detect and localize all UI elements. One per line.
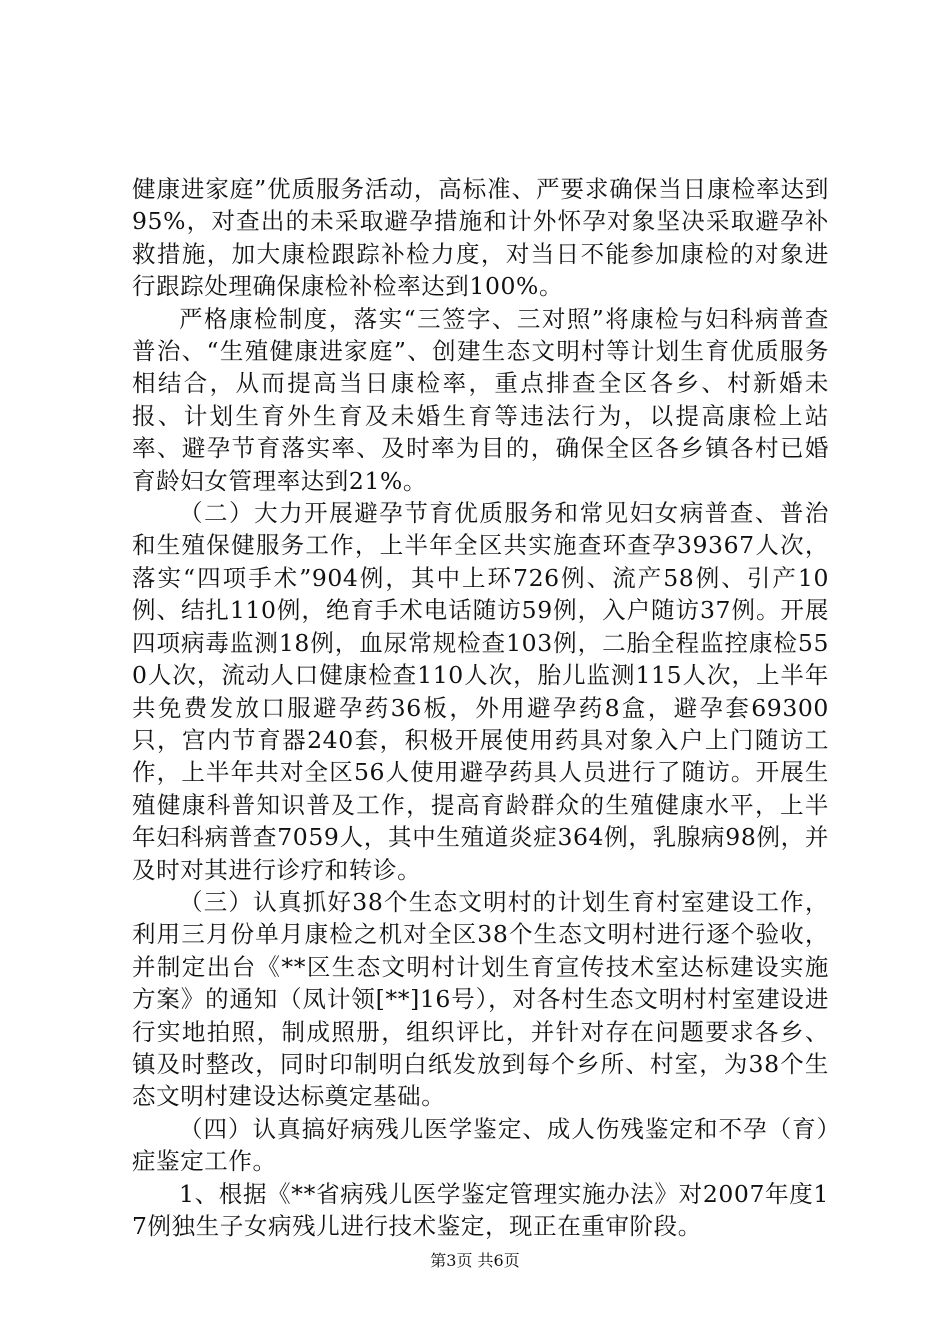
paragraph-section-2: （二）大力开展避孕节育优质服务和常见妇女病普查、普治和生殖保健服务工作，上半年全区共实施查环查孕39367人次，落实“四项手术”904例，其中上环726例、流产58例、引产10例、结扎110例，绝育手术电话随访59例，入户随访37例。开展四项病毒监测18例，血尿常规检查103例，二胎全程监控康检550人次，流动人口健康检查110人次，胎儿监测115人次，上半年共免费发放口服避孕药36板，外用避孕药8盒，避孕套69300只，宫内节育器240套，积极开展使用药具对象入户上门随访工作，上半年共对全区56人使用避孕药具人员进行了随访。开展生殖健康科普知识普及工作，提高育龄群众的生殖健康水平，上半年妇科病普查7059人，其中生殖道炎症364例，乳腺病98例，并及时对其进行诊疗和转诊。 (132, 499, 829, 884)
page-number-footer: 第3页 共6页 (430, 1251, 520, 1270)
paragraph-section-3: （三）认真抓好38个生态文明村的计划生育村室建设工作，利用三月份单月康检之机对全区38个生态文明村进行逐个验收，并制定出台《**区生态文明村计划生育宣传技术室达标建设实施方案》的通知（凤计领[**]16号），对各村生态文明村村室建设进行实地拍照，制成照册，组织评比，并针对存在问题要求各乡、镇及时整改，同时印制明白纸发放到每个乡所、村室，为38个生态文明村建设达标奠定基础。 (132, 887, 829, 1111)
paragraph-continuation: 健康进家庭”优质服务活动，高标准、严要求确保当日康检率达到95%，对查出的未采取避孕措施和计外怀孕对象坚决采取避孕补救措施，加大康检跟踪补检力度，对当日不能参加康检的对象进行跟踪处理确保康检补检率达到100%。 (132, 175, 829, 301)
paragraph-item-1: 1、根据《**省病残儿医学鉴定管理实施办法》对2007年度17例独生子女病残儿进行技术鉴定，现正在重审阶段。 (132, 1179, 829, 1240)
paragraph-section-4: （四）认真搞好病残儿医学鉴定、成人伤残鉴定和不孕（育）症鉴定工作。 (132, 1114, 829, 1176)
document-body (132, 173, 829, 1242)
paragraph-checkup-system: 严格康检制度，落实“三签字、三对照”将康检与妇科病普查普治、“生殖健康进家庭”、创建生态文明村等计划生育优质服务相结合，从而提高当日康检率，重点排查全区各乡、村新婚未报、计划生育外生育及未婚生育等违法行为，以提高康检上站率、避孕节育落实率、及时率为目的，确保全区各乡镇各村已婚育龄妇女管理率达到21%。 (132, 304, 829, 495)
